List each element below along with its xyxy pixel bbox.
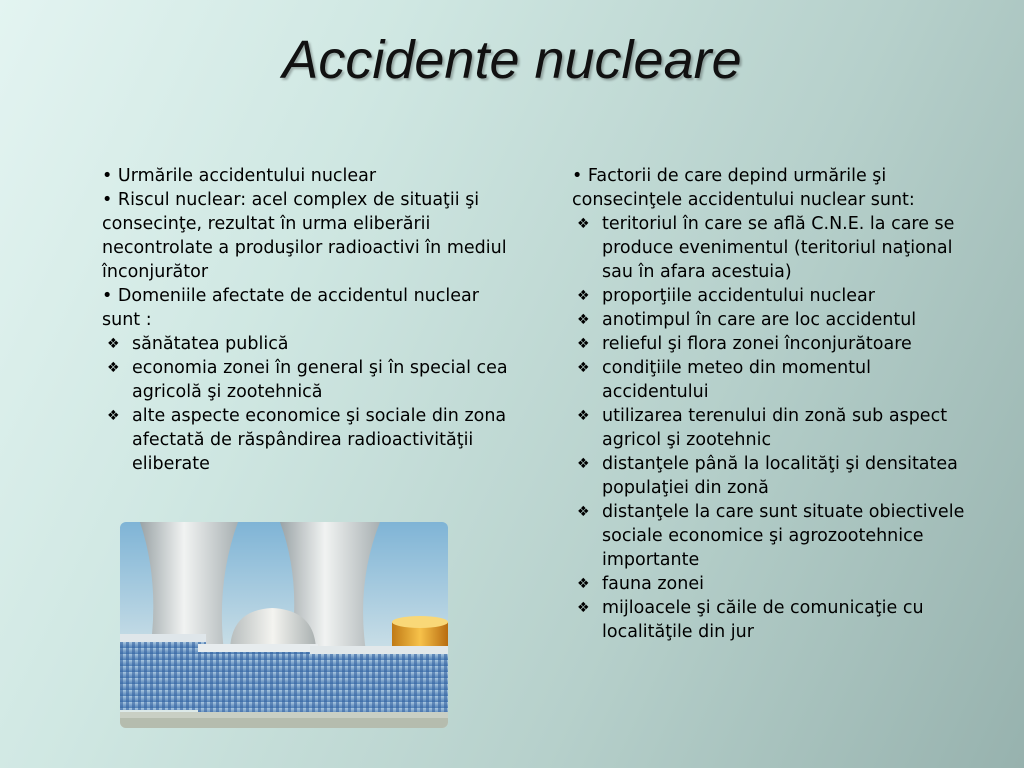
sub-item: [577, 332, 972, 356]
sub-item-text: distanţele până la localităţi şi densitatea populaţiei din zonă: [602, 454, 958, 498]
sub-item: [107, 332, 522, 356]
diamond-bullet-icon: ❖: [107, 360, 120, 376]
bullet-marker: •: [102, 190, 113, 210]
bullet-marker: •: [102, 166, 113, 186]
right-column: [532, 164, 972, 644]
sub-item: [577, 596, 972, 644]
left-column: [62, 164, 522, 476]
bullet-text: Riscul nuclear: acel complex de situaţii şi consecinţe, rezultat în urma eliberării necontrolate a produşilor radioactivi în mediul înconjurător: [102, 190, 507, 282]
sub-item-text: fauna zonei: [602, 574, 704, 594]
nuclear-power-plant-image: [120, 522, 448, 728]
sub-item-text: condiţiile meteo din momentul accidentului: [602, 358, 871, 402]
diamond-bullet-icon: ❖: [577, 600, 590, 616]
bullet-text: Factorii de care depind urmările şi consecinţele accidentului nuclear sunt:: [572, 166, 915, 210]
bullet-marker: •: [572, 166, 583, 186]
diamond-bullet-icon: ❖: [577, 408, 590, 424]
bullet-item: [102, 188, 522, 284]
diamond-bullet-icon: ❖: [577, 456, 590, 472]
bullet-item: [572, 164, 972, 212]
slide-title: Accidente nucleare: [282, 30, 742, 90]
sub-item: [107, 356, 522, 404]
bullet-text: Domeniile afectate de accidentul nuclear sunt :: [102, 286, 479, 330]
sub-item-text: teritoriul în care se află C.N.E. la care se produce evenimentul (teritoriul naţional sau în afara acestuia): [602, 214, 955, 282]
diamond-bullet-icon: ❖: [577, 576, 590, 592]
sub-item: [577, 500, 972, 572]
sub-item-text: distanţele la care sunt situate obiectivele sociale economice şi agrozootehnice importante: [602, 502, 965, 570]
sub-item-text: mijloacele şi căile de comunicaţie cu localităţile din jur: [602, 598, 924, 642]
sub-item: [577, 356, 972, 404]
sub-item: [577, 452, 972, 500]
diamond-bullet-icon: ❖: [577, 312, 590, 328]
sub-item-text: economia zonei în general şi în special cea agricolă şi zootehnică: [132, 358, 508, 402]
diamond-bullet-icon: ❖: [577, 288, 590, 304]
bullet-item: [102, 164, 522, 188]
diamond-bullet-icon: ❖: [577, 216, 590, 232]
diamond-bullet-icon: ❖: [577, 504, 590, 520]
diamond-bullet-icon: ❖: [107, 408, 120, 424]
bullet-marker: •: [102, 286, 113, 306]
sub-item-text: sănătatea publică: [132, 334, 289, 354]
sub-item: [577, 284, 972, 308]
diamond-bullet-icon: ❖: [577, 336, 590, 352]
sub-list: [532, 212, 972, 644]
sub-item-text: anotimpul în care are loc accidentul: [602, 310, 917, 330]
sub-item-text: utilizarea terenului din zonă sub aspect agricol şi zootehnic: [602, 406, 948, 450]
sub-item-text: alte aspecte economice şi sociale din zona afectată de răspândirea radioactivităţii eliberate: [132, 406, 507, 474]
bullet-text: Urmările accidentului nuclear: [117, 166, 377, 186]
nuclear-plant-illustration: [120, 522, 448, 728]
sub-list: [62, 332, 522, 476]
sub-item: [577, 404, 972, 452]
bullet-item: [102, 284, 522, 332]
sub-item-text: proporţiile accidentului nuclear: [602, 286, 875, 306]
sub-item: [577, 308, 972, 332]
sub-item: [577, 572, 972, 596]
sub-item: [577, 212, 972, 284]
diamond-bullet-icon: ❖: [577, 360, 590, 376]
sub-item-text: relieful şi flora zonei înconjurătoare: [602, 334, 912, 354]
sub-item: [107, 404, 522, 476]
diamond-bullet-icon: ❖: [107, 336, 120, 352]
